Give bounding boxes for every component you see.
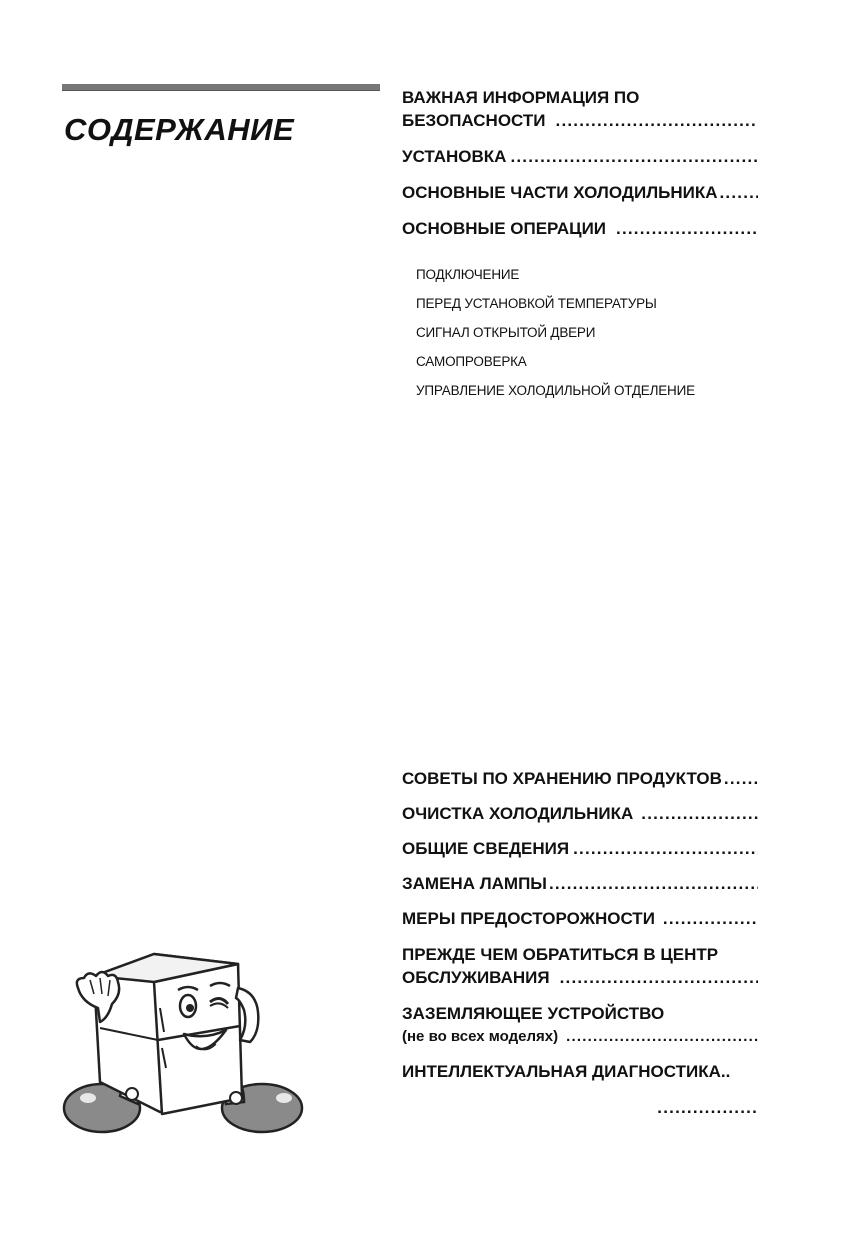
toc-lower: [402, 768, 758, 1119]
toc-subitem[interactable]: САМОПРОВЕРКА: [416, 354, 527, 369]
toc-parts-label: ОСНОВНЫЕ ЧАСТИ ХОЛОДИЛЬНИКА: [402, 183, 718, 202]
toc-installation[interactable]: [402, 146, 758, 168]
page-title: СОДЕРЖАНИЕ: [64, 112, 295, 147]
toc-storage-tips[interactable]: [402, 768, 758, 790]
toc-precautions-label: МЕРЫ ПРЕДОСТОРОЖНОСТИ: [402, 909, 655, 928]
leader-dots: [560, 967, 758, 989]
leader-dots: [573, 838, 758, 860]
smiling-refrigerator-mascot-icon: [60, 948, 306, 1138]
leader-dots: [658, 1097, 758, 1119]
toc-subitem[interactable]: ПЕРЕД УСТАНОВКОЙ ТЕМПЕРАТУРЫ: [416, 296, 657, 311]
toc-lamp-label: ЗАМЕНА ЛАМПЫ: [402, 874, 547, 893]
leader-dots: [720, 182, 759, 204]
toc-storage-tips-label: СОВЕТЫ ПО ХРАНЕНИЮ ПРОДУКТОВ: [402, 769, 722, 788]
toc-operations[interactable]: [402, 218, 758, 240]
toc-cleaning-label: ОЧИСТКА ХОЛОДИЛЬНИКА: [402, 804, 634, 823]
toc-parts[interactable]: [402, 182, 758, 204]
leader-dots: [663, 908, 758, 930]
toc-grounding-line2: (не во всех моделях): [402, 1028, 559, 1045]
toc-subitem[interactable]: СИГНАЛ ОТКРЫТОЙ ДВЕРИ: [416, 325, 596, 340]
toc-cleaning[interactable]: [402, 803, 758, 825]
toc-general-label: ОБЩИЕ СВЕДЕНИЯ: [402, 839, 570, 858]
toc-upper: [402, 86, 758, 405]
toc-diagnostics-dots: [402, 1097, 758, 1119]
leader-dots: [510, 146, 758, 168]
toc-service[interactable]: [402, 967, 758, 989]
toc-subitems: [402, 260, 758, 405]
toc-subitem[interactable]: ПОДКЛЮЧЕНИЕ: [416, 267, 520, 282]
leader-dots: [549, 873, 758, 895]
toc-safety-line1[interactable]: ВАЖНАЯ ИНФОРМАЦИЯ ПО: [402, 88, 640, 107]
toc-service-line1[interactable]: ПРЕЖДЕ ЧЕМ ОБРАТИТЬСЯ В ЦЕНТР: [402, 945, 719, 964]
toc-diagnostics[interactable]: [402, 1061, 758, 1083]
toc-grounding[interactable]: [402, 1026, 758, 1048]
leader-dots: [641, 803, 758, 825]
toc-service-line2: ОБСЛУЖИВАНИЯ: [402, 968, 550, 987]
toc-operations-label: ОСНОВНЫЕ ОПЕРАЦИИ: [402, 219, 607, 238]
toc-grounding-line1[interactable]: ЗАЗЕМЛЯЮЩЕЕ УСТРОЙСТВО: [402, 1004, 665, 1023]
leader-dots: [724, 768, 758, 790]
toc-general[interactable]: [402, 838, 758, 860]
leader-dots: [616, 218, 758, 240]
toc-safety[interactable]: [402, 110, 758, 132]
toc-lamp[interactable]: [402, 873, 758, 895]
header-rule: [62, 84, 380, 91]
toc-precautions[interactable]: [402, 908, 758, 930]
leader-dots: [566, 1026, 758, 1048]
toc-safety-line2: БЕЗОПАСНОСТИ: [402, 111, 546, 130]
toc-subitem[interactable]: УПРАВЛЕНИЕ ХОЛОДИЛЬНОЙ ОТДЕЛЕНИЕ: [416, 383, 695, 398]
toc-installation-label: УСТАНОВКА: [402, 147, 507, 166]
leader-dots: [556, 110, 758, 132]
toc-diagnostics-label: ИНТЕЛЛЕКТУАЛЬНАЯ ДИАГНОСТИКА..: [402, 1062, 731, 1081]
